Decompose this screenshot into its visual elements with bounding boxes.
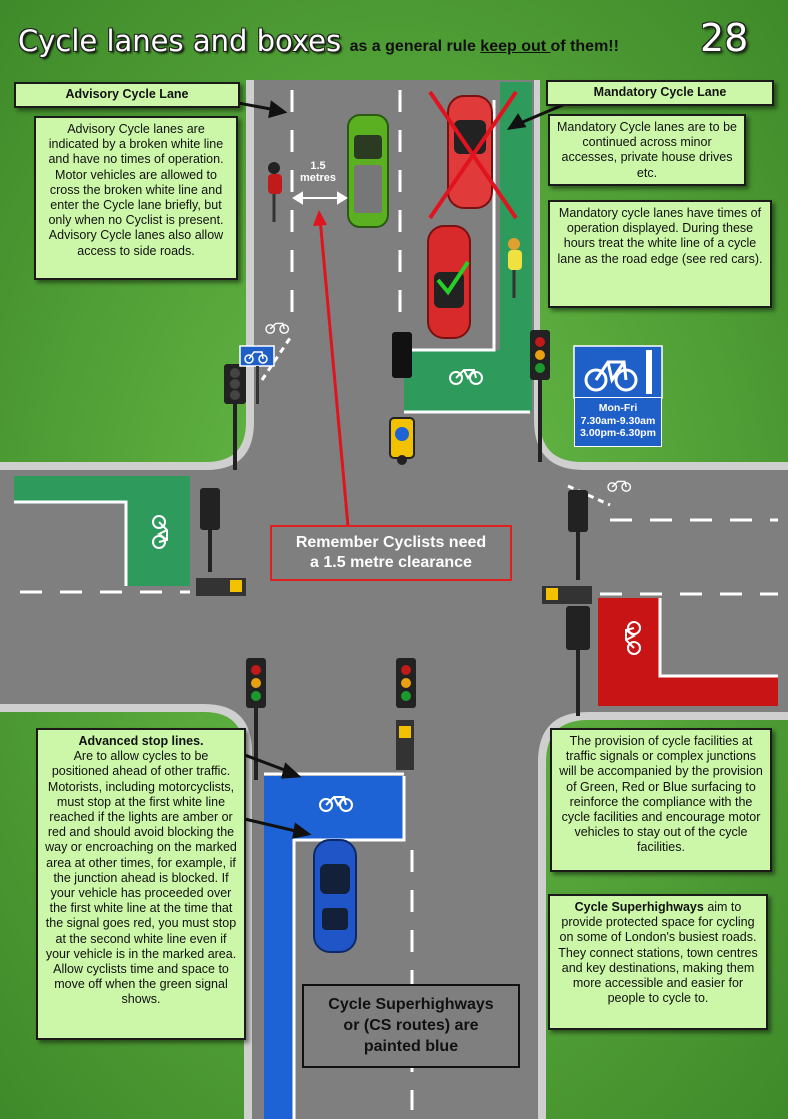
- advisory-description: Advisory Cycle lanes are indicated by a broken white line and have no times of operation. Motor vehicles are allowed to cross the broken white line and enter the Cycle lane briefly, but only when no Cyclist is present. Advisory Cycle lanes also allow access to side roads.: [34, 116, 238, 280]
- asl-heading: Advanced stop lines.: [78, 734, 204, 748]
- green-asl-box: [404, 350, 532, 412]
- measure-label: 1.5 metres: [299, 160, 337, 184]
- red-car-ok: [428, 226, 470, 338]
- clearance-callout: Remember Cyclists need a 1.5 metre clearance: [270, 525, 512, 581]
- superhighways-heading: Cycle Superhighways: [574, 900, 704, 914]
- mandatory-heading: Mandatory Cycle Lane: [546, 80, 774, 106]
- cycle-lane-sign-large: [574, 346, 662, 398]
- blue-asl-box: [264, 776, 404, 840]
- asl-description: Advanced stop lines. Are to allow cycles to be positioned ahead of other traffic. Motorists, including motorcyclists, must stop at the first white line reached if the lights are amber or red and should avoid blocking the way or encroaching on the marked area at other times, for example, if the junction ahead is blocked. If your vehicle has proceeded over the first white line at the time that the signal goes red, you must stop at the second white line even if your vehicle is in the marked area. Allow cyclists time and space to move off when the green signal shows.: [36, 728, 246, 1040]
- superhighways-description: Cycle Superhighways aim to provide protected space for cycling on some of London's busiest roads. They connect stations, town centres and key destinations, making them more accessible and easier for people to cycle to.: [548, 894, 768, 1030]
- title-sub: as a general rule keep out of them!!: [349, 38, 619, 55]
- advisory-heading: Advisory Cycle Lane: [14, 82, 240, 108]
- provision-description: The provision of cycle facilities at traffic signals or complex junctions will be accompanied by the provision of Green, Red or Blue surfacing to reinforce the compliance with the cycle facilities and encourage motor vehicles to stay out of the cycle facilities.: [550, 728, 772, 872]
- green-car: [348, 115, 388, 227]
- mandatory-description-1: Mandatory Cycle lanes are to be continued across minor accesses, private house drives etc.: [548, 114, 746, 186]
- blue-car: [314, 840, 356, 952]
- title-main: Cycle lanes and boxes: [18, 24, 342, 58]
- page-number: 28: [700, 16, 749, 60]
- mandatory-description-2: Mandatory cycle lanes have times of operation displayed. During these hours treat the white line of a cycle lane as the road edge (see red cars).: [548, 200, 772, 308]
- page-title: [18, 24, 619, 58]
- blue-superhighway-lane: [264, 840, 294, 1119]
- sign-times-plate: Mon-Fri 7.30am-9.30am 3.00pm-6.30pm: [574, 397, 662, 447]
- cs-routes-callout: Cycle Superhighways or (CS routes) are painted blue: [302, 984, 520, 1068]
